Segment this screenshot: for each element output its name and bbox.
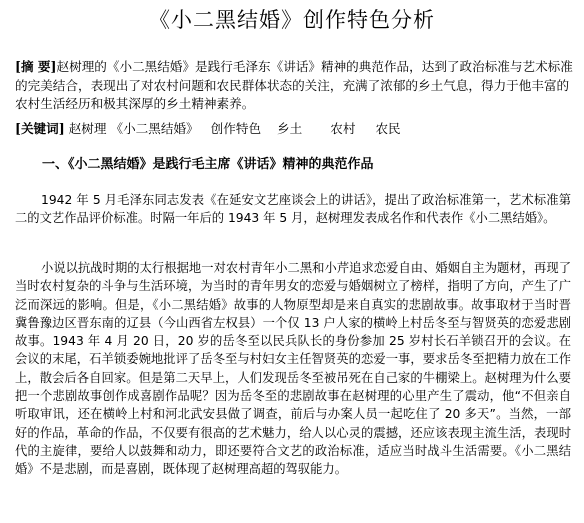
abstract-text: 赵树理的《小二黑结婚》是践行毛泽东《讲话》精神的典范作品，达到了政治标准与艺术标准的完美结合，表现出了对农村问题和农民群体状态的关注，充满了浓郁的乡土气息，得力于他丰富的农村生活经历和极其深厚的乡土精神素养。 — [15, 59, 573, 111]
body-paragraph-1: 1942 年 5 月毛泽东同志发表《在延安文艺座谈会上的讲话》，提出了政治标准第一，艺术标准第二的文艺作品评价标准。时隔一年后的 1943 年 5 月，赵树理发表成名作和代表作《小二黑结婚》。 — [15, 193, 571, 226]
abstract-tag: [摘 要] — [15, 59, 57, 74]
paper-title: 《小二黑结婚》创作特色分析 — [149, 8, 435, 32]
keywords-tag: [关键词] — [15, 121, 65, 136]
keywords-text: 赵树理 《小二黑结婚》 创作特色 乡土 农村 农民 — [64, 121, 401, 136]
section-heading: 一、《小二黑结婚》是践行毛主席《讲话》精神的典范作品 — [42, 157, 374, 172]
body-paragraph-2: 小说以抗战时期的太行根据地一对农村青年小二黑和小芹追求恋爱自由、婚姻自主为题材，再现了当时农村复杂的斗争与生活环境，为当时的青年男女的恋爱与婚姻树立了榜样，指明了方向，产生了广泛而深远的影响。但是，《小二黑结婚》故事的人物原型却是来自真实的悲剧故事。故事取材于当时晋冀鲁豫边区晋东南的辽县（今山西省左权县）一个仅 13 户人家的横岭上村岳冬至与智贤英的恋爱悲剧故事。1943 年 4 月 20 日，20 岁的岳冬至以民兵队长的身份参加 25 岁村长石羊锁召开的会议。在会议的末尾，石羊锁委婉地批评了岳冬至与村妇女主任智贤英的恋爱一事，要求岳冬至把精力放在工作上，散会后各自回家。但是第二天早上，人们发现岳冬至被吊死在自己家的牛棚梁上。赵树理为什么要把一个悲剧故事创作成喜剧作品呢？因为岳冬至的悲剧故事在赵树理的心里产生了震动，他“不但亲自听取审讯，还在横岭上村和河北武安县做了调查，前后与办案人员一起吃住了 20 多天”。当然，一部好的作品，革命的作品，不仅要有很高的艺术魅力，给人以心灵的震撼，还应该表现主流生活，表现时代的主旋律，要给人以鼓舞和动力，即还要符合文艺的政治标准，适应当时战斗生活需要。《小二黑结婚》不是悲剧，而是喜剧，既体现了赵树理高超的驾驭能力。 — [15, 261, 571, 477]
keywords — [15, 120, 575, 138]
abstract — [15, 58, 575, 114]
